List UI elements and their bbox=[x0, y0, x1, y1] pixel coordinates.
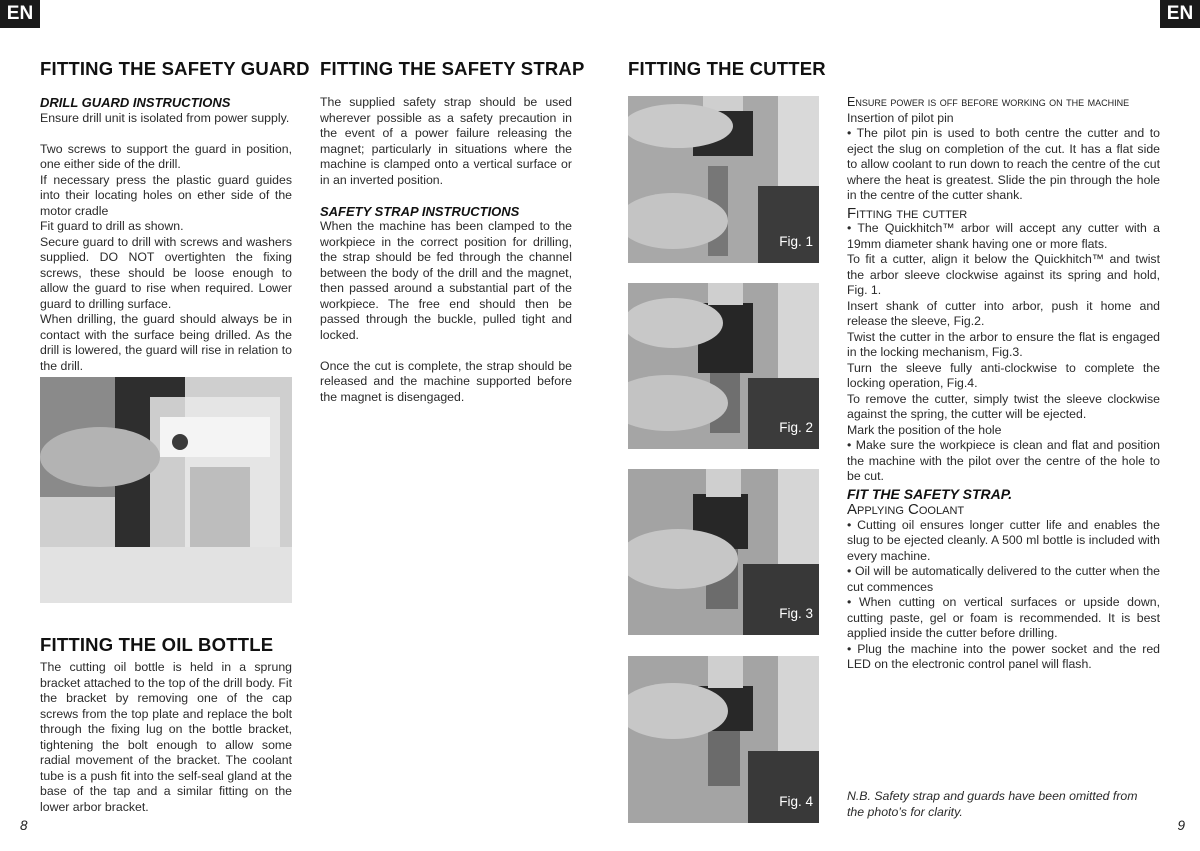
cutter-paragraph: • Make sure the workpiece is clean and flat and position the machine with the pilot over the centre of the hole to be cut. bbox=[847, 438, 1160, 483]
safety-strap-text bbox=[320, 95, 572, 405]
guard-paragraph: Ensure drill unit is isolated from power supply. bbox=[40, 110, 290, 125]
coolant-paragraph: • Plug the machine into the power socket and the red LED on the electronic control panel will flash. bbox=[847, 641, 1160, 671]
oil-bottle-heading: FITTING THE OIL BOTTLE bbox=[40, 634, 274, 655]
oil-bottle-text bbox=[40, 660, 292, 815]
cutter-paragraph: To remove the cutter, simply twist the sleeve clockwise against the spring, the cutter will be ejected. bbox=[847, 391, 1160, 421]
drill-guard-illustration bbox=[40, 377, 292, 603]
guard-paragraph: Fit guard to drill as shown. bbox=[40, 219, 184, 233]
fitting-cutter-subheading: Fitting the cutter bbox=[847, 204, 968, 222]
drill-guard-subheading: DRILL GUARD INSTRUCTIONS bbox=[40, 95, 231, 110]
strap-paragraph: Once the cut is complete, the strap should be released and the machine supported before the magnet is disengaged. bbox=[320, 358, 572, 404]
guard-paragraph: Secure guard to drill with screws and washers supplied. DO NOT overtighten the fixing screws, these should be loose enough to allow the guard to rise when required. Lower guard to drilling surface. bbox=[40, 234, 292, 311]
page-number-right: 9 bbox=[1177, 818, 1185, 833]
strap-subheading: SAFETY STRAP INSTRUCTIONS bbox=[320, 203, 520, 219]
cutter-paragraph: Turn the sleeve fully anti-clockwise to complete the locking operation, Fig.4. bbox=[847, 360, 1160, 390]
power-warning: Ensure power is off before working on the machine bbox=[847, 95, 1130, 109]
figure-2-photo bbox=[628, 283, 819, 449]
drill-guard-photo bbox=[40, 377, 292, 603]
coolant-paragraph: • Oil will be automatically delivered to the cutter when the cut commences bbox=[847, 564, 1160, 594]
safety-strap-heading: FITTING THE SAFETY STRAP bbox=[320, 58, 585, 79]
figure-4-photo bbox=[628, 656, 819, 823]
strap-paragraph: The supplied safety strap should be used wherever possible as a safety precaution in the event of a power failure releasing the magnet; particularly in situations where the machine is clamped onto a vertical surface or in an inverted position. bbox=[320, 95, 572, 187]
cutter-paragraph: To fit a cutter, align it below the Quickhitch™ and twist the arbor sleeve clockwise against its spring and hold, Fig. 1. bbox=[847, 252, 1160, 297]
language-badge-right: EN bbox=[1160, 0, 1200, 28]
safety-guard-text bbox=[40, 95, 292, 374]
figure-3-photo bbox=[628, 469, 819, 635]
language-badge-left: EN bbox=[0, 0, 40, 28]
fit-strap-heading: FIT THE SAFETY STRAP. bbox=[847, 485, 1013, 502]
figure-1-label: Fig. 1 bbox=[779, 234, 813, 249]
cutter-paragraph: • The pilot pin is used to both centre the cutter and to eject the slug on completion of the cut. It has a flat side to allow coolant to run down to reach the centre of the cut where the heat is greatest. Slide the pin through the hole in the centre of the cutter shank. bbox=[847, 126, 1160, 202]
page-number-left: 8 bbox=[20, 818, 28, 833]
cutter-paragraph: Insert shank of cutter into arbor, push it home and release the sleeve, Fig.2. bbox=[847, 298, 1160, 328]
coolant-paragraph: • When cutting on vertical surfaces or upside down, cutting paste, gel or foam is recommended. It is best applied inside the cutter before drilling. bbox=[847, 595, 1160, 640]
strap-paragraph: When the machine has been clamped to the workpiece in the correct position for drilling, the strap should be fed through the channel between the body of the drill and the magnet, then passed around a substantial part of the workpiece. The free end should then be passed through the buckle, pulled tight and locked. bbox=[320, 219, 572, 342]
guard-paragraph: When drilling, the guard should always be in contact with the surface being drilled. As the drill is lowered, the guard will rise in relation to the drill. bbox=[40, 312, 292, 373]
fitting-cutter-heading: FITTING THE CUTTER bbox=[628, 58, 826, 79]
figure-4-label: Fig. 4 bbox=[779, 794, 813, 809]
pilot-subheading: Insertion of pilot pin bbox=[847, 110, 954, 125]
fitting-cutter-text bbox=[847, 95, 1160, 673]
oil-paragraph: The cutting oil bottle is held in a sprung bracket attached to the top of the drill body. Fit the bracket by removing one of the cap screws from the top plate and replace the bolt through the fixing lug on the bottle bracket, tightening the bolt enough to allow some radial movement of the bracket. The coolant tube is a push fit into the self-seal gland at the base of the tap and a similar fitting on the lower arbor bracket. bbox=[40, 660, 293, 814]
figure-1-photo bbox=[628, 96, 819, 263]
guard-paragraph: Two screws to support the guard in position, one either side of the drill. bbox=[40, 141, 292, 171]
applying-coolant-subheading: Applying Coolant bbox=[847, 501, 965, 518]
coolant-paragraph: • Cutting oil ensures longer cutter life and enables the slug to be ejected cleanly. A 500 ml bottle is included with every machine. bbox=[847, 517, 1160, 563]
figure-3-label: Fig. 3 bbox=[779, 606, 813, 621]
cutter-paragraph: • The Quickhitch™ arbor will accept any cutter with a 19mm diameter shank having one or more flats. bbox=[847, 221, 1160, 251]
figure-2-label: Fig. 2 bbox=[779, 420, 813, 435]
cutter-paragraph: Mark the position of the hole bbox=[847, 422, 1002, 437]
safety-guard-heading: FITTING THE SAFETY GUARD bbox=[40, 58, 310, 79]
cutter-paragraph: Twist the cutter in the arbor to ensure the flat is engaged in the locking mechanism, Fig.3. bbox=[847, 329, 1160, 359]
nb-note: N.B. Safety strap and guards have been omitted from the photo’s for clarity. bbox=[847, 789, 1138, 819]
guard-paragraph: If necessary press the plastic guard guides into their locating holes on ether side of the motor cradle bbox=[40, 172, 292, 218]
